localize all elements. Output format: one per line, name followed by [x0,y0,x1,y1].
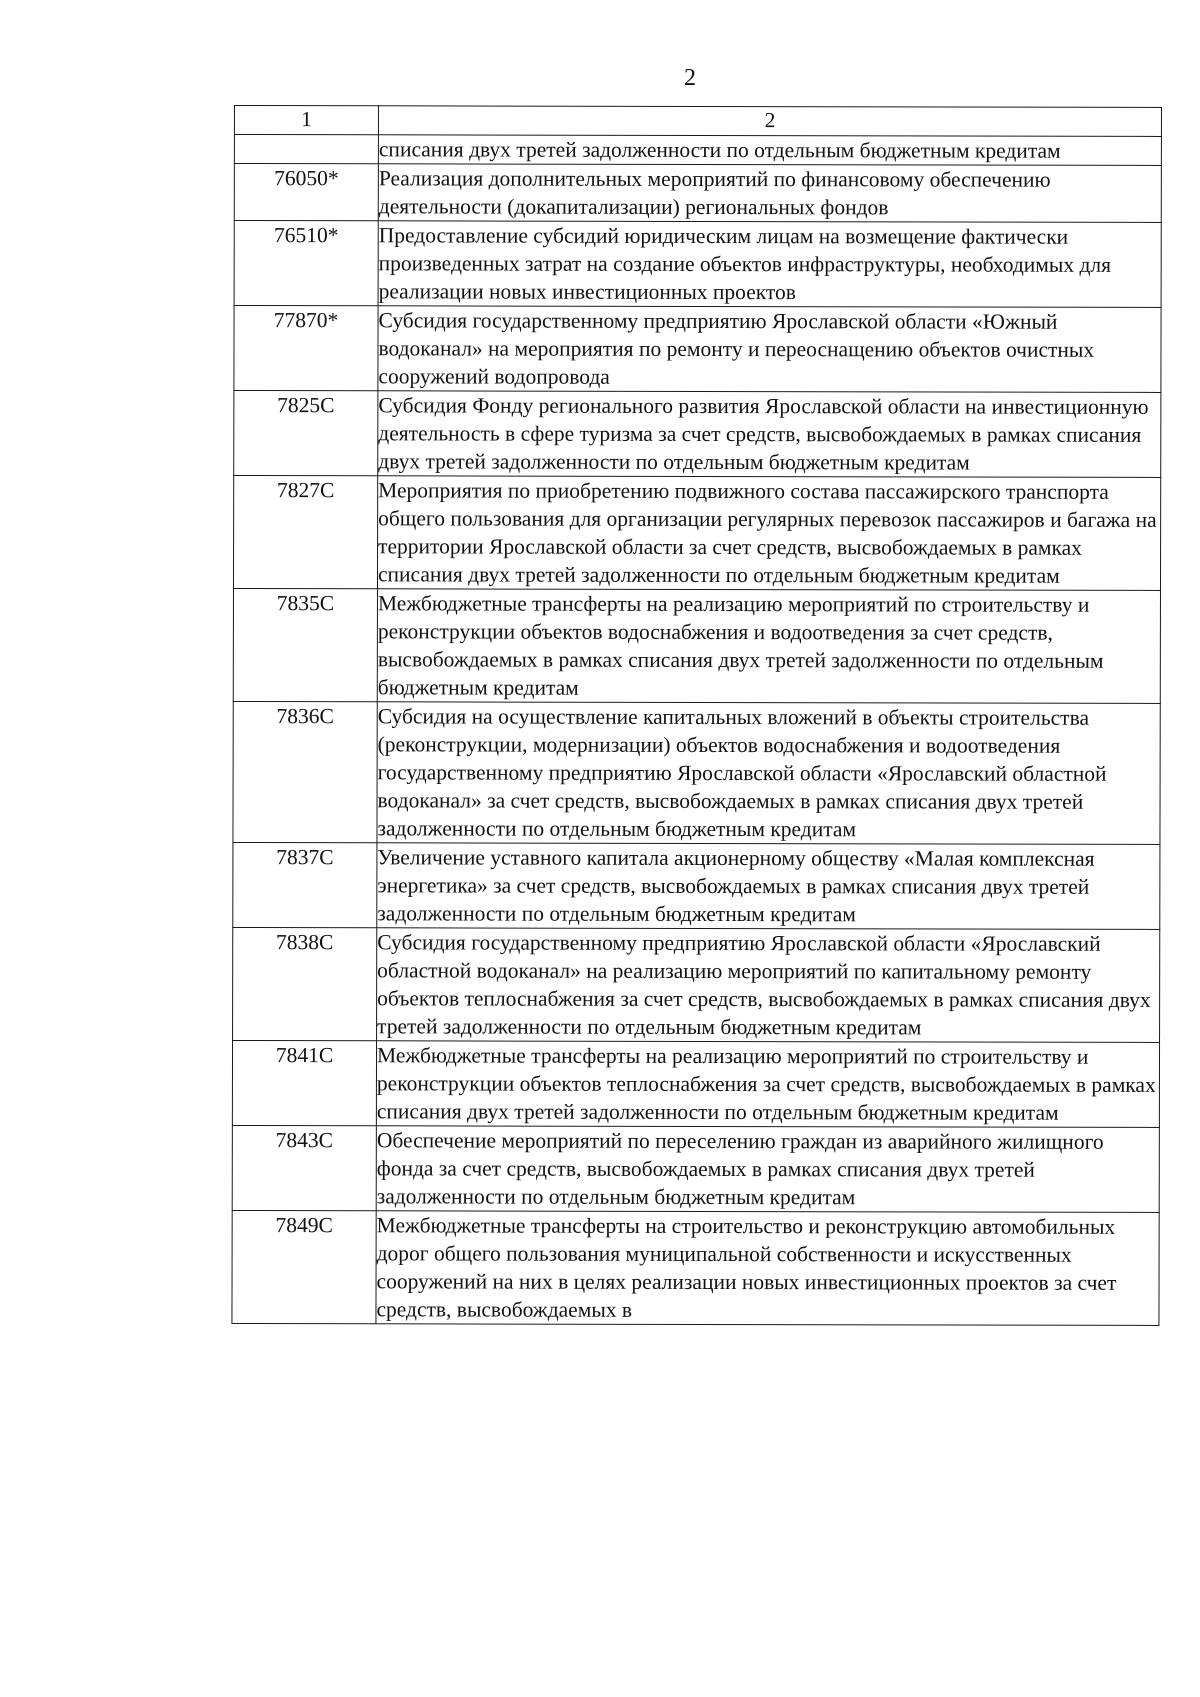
row-code: 76510* [234,221,378,306]
page-number: 2 [684,65,696,91]
row-description: Субсидия на осуществление капитальных вложений в объекты строительства (реконструкции, модернизации) объектов водоснабжения и водоотведения государственному предприятию Ярославской области «Ярославский областной водоканал» за счет средств, высвобождаемых в рамках списания двух третей задолженности по отдельным бюджетным кредитам [377,702,1160,845]
table-row [234,164,1161,223]
row-code: 7825С [234,391,378,476]
table-header-row [234,106,1161,137]
row-code: 7835С [233,589,377,702]
table-row [232,1040,1159,1127]
document-table [231,105,1162,1326]
table-row [232,1125,1159,1212]
row-code: 7837С [233,842,377,927]
row-description: Субсидия государственному предприятию Ярославской области «Южный водоканал» на мероприятия по ремонту и переоснащению объектов очистных сооружений водопровода [378,306,1161,393]
row-description: Обеспечение мероприятий по переселению граждан из аварийного жилищного фонда за счет средств, высвобождаемых в рамках списания двух третей задолженности по отдельным бюджетным кредитам [376,1126,1159,1213]
row-code: 7838С [233,927,377,1040]
column-header-description: 2 [378,106,1161,137]
row-code: 7827С [233,476,377,589]
table-row [233,476,1160,591]
table-row [233,842,1160,929]
row-description: Мероприятия по приобретению подвижного состава пассажирского транспорта общего пользования для организации регулярных перевозок пассажиров и багажа на территории Ярославской области за счет средств, высвобождаемых в рамках списания двух третей задолженности по отдельным бюджетным кредитам [377,476,1160,591]
row-description: Субсидия Фонду регионального развития Ярославской области на инвестиционную деятельность в сфере туризма за счет средств, высвобождаемых в рамках списания двух третей задолженности по отдельным бюджетным кредитам [378,391,1161,478]
row-description: списания двух третей задолженности по отдельным бюджетным кредитам [378,135,1161,166]
row-description: Увеличение уставного капитала акционерному обществу «Малая комплексная энергетика» за счет средств, высвобождаемых в рамках списания двух третей задолженности по отдельным бюджетным кредитам [377,843,1160,930]
table-row [234,221,1161,308]
table-row [233,927,1160,1042]
row-description: Межбюджетные трансферты на реализацию мероприятий по строительству и реконструкции объектов теплоснабжения за счет средств, высвобождаемых в рамках списания двух третей задолженности по отдельным бюджетным кредитам [376,1041,1159,1128]
row-code: 77870* [234,306,378,391]
row-description: Межбюджетные трансферты на реализацию мероприятий по строительству и реконструкции объектов водоснабжения и водоотведения за счет средств, высвобождаемых в рамках списания двух третей задолженности по отдельным бюджетным кредитам [377,589,1160,704]
row-code: 76050* [234,164,378,221]
table-row [234,135,1161,166]
table-row [233,701,1160,844]
row-code: 7843С [232,1125,376,1210]
row-description: Предоставление субсидий юридическим лицам на возмещение фактически произведенных затрат на создание объектов инфраструктуры, необходимых для реализации новых инвестиционных проектов [378,221,1161,308]
row-code: 7849С [232,1210,376,1323]
row-code [234,135,378,164]
row-code: 7836С [233,701,377,842]
table-row [234,391,1161,478]
row-description: Субсидия государственному предприятию Ярославской области «Ярославский областной водоканал» на реализацию мероприятий по капитальному ремонту объектов теплоснабжения за счет средств, высвобождаемых в рамках списания двух третей задолженности по отдельным бюджетным кредитам [377,928,1160,1043]
row-code: 7841С [232,1040,376,1125]
table-row [234,306,1161,393]
table-row [233,589,1160,704]
column-header-code: 1 [234,106,378,135]
row-description: Реализация дополнительных мероприятий по финансовому обеспечению деятельности (докапитализации) региональных фондов [378,164,1161,223]
row-description: Межбюджетные трансферты на строительство и реконструкцию автомобильных дорог общего пользования муниципальной собственности и искусственных сооружений на них в целях реализации новых инвестиционных проектов за счет средств, высвобождаемых в [376,1211,1159,1326]
table-row [232,1210,1159,1325]
